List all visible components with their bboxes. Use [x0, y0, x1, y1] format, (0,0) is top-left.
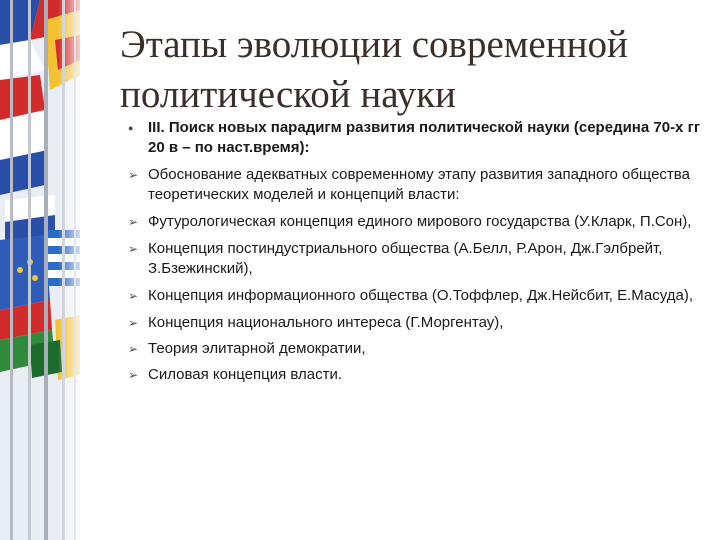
bullet-item [128, 286, 708, 306]
bullet-item [128, 313, 708, 333]
bullet-item [128, 118, 708, 158]
flags-fade-overlay [58, 0, 80, 540]
slide-title: Этапы эволюции современной политической науки [120, 23, 628, 116]
bullet-text: Теория элитарной демократии, [148, 340, 366, 357]
bullet-text: III. Поиск новых парадигм развития политической науки (середина 70-х гг 20 в – по наст.время): [148, 119, 701, 156]
arrow-bullet-icon: ➢ [128, 368, 139, 382]
arrow-bullet-icon: ➢ [128, 316, 139, 330]
arrow-bullet-icon: ➢ [128, 242, 139, 256]
bullet-text: Силовая концепция власти. [148, 366, 343, 383]
bullet-text: Концепция национального интереса (Г.Моргентау), [148, 314, 504, 331]
bullet-item [128, 365, 708, 385]
bullet-text: Обоснование адекватных современному этапу развития западного общества теоретических моделей и концепций власти: [148, 166, 690, 203]
bullet-dot-icon: ● [128, 123, 134, 133]
arrow-bullet-icon: ➢ [128, 342, 139, 356]
arrow-bullet-icon: ➢ [128, 289, 139, 303]
bullet-item [128, 239, 708, 279]
arrow-bullet-icon: ➢ [128, 168, 139, 182]
bullet-item [128, 165, 708, 205]
arrow-bullet-icon: ➢ [128, 215, 139, 229]
bullet-text: Футурологическая концепция единого мирового государства (У.Кларк, П.Сон), [148, 213, 692, 230]
bullet-item [128, 339, 708, 359]
bullet-text: Концепция информационного общества (О.Тоффлер, Дж.Нейсбит, Е.Масуда), [148, 287, 694, 304]
bullet-item [128, 212, 708, 232]
bullet-list [128, 118, 708, 385]
bullet-text: Концепция постиндустриального общества (А.Белл, Р.Арон, Дж.Гэлбрейт, З.Бзежинский), [148, 240, 663, 277]
flags-decoration [0, 0, 80, 540]
